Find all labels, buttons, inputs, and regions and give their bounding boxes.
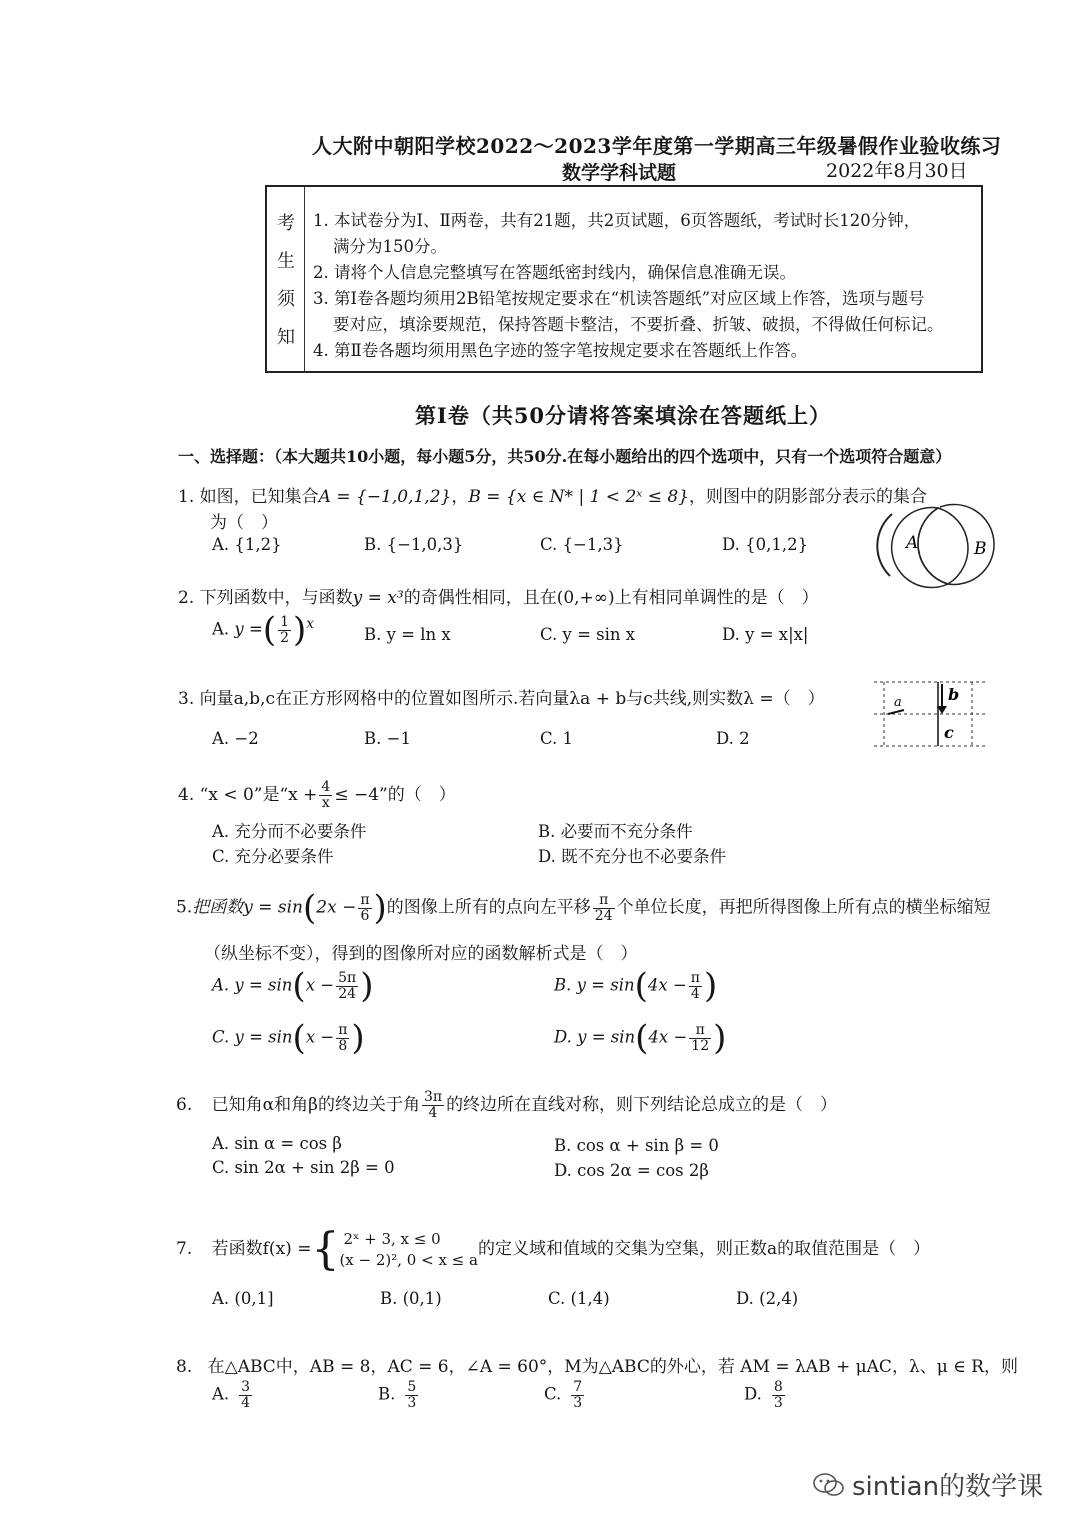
fraction-denominator: 8 bbox=[338, 1037, 348, 1054]
venn-diagram bbox=[860, 502, 1030, 594]
fraction-denominator: 3 bbox=[573, 1394, 583, 1411]
fraction-numerator: π bbox=[593, 893, 615, 909]
question-5: 5.把函数y = sin(2x − $\frac{\pi}{6}$ )的图像上所有的点向左平移 $\frac{\pi}{24}$ 个单位长度，再把所得图像上所有点的横坐标缩短 bbox=[176, 888, 991, 928]
watermark bbox=[812, 1466, 1043, 1503]
piecewise-case-1: 2ˣ + 3, x ≤ 0 bbox=[343, 1230, 441, 1249]
question-number: 7. bbox=[176, 1239, 193, 1259]
part-title: 一、选择题：（本大题共10小题，每小题5分，共50分.在每小题给出的四个选项中，只有一个选项符合题意） bbox=[178, 447, 952, 466]
fraction-numerator: 4 bbox=[321, 779, 331, 796]
fraction-denominator: x bbox=[321, 795, 330, 811]
option-d bbox=[744, 1380, 787, 1410]
option-label: D. bbox=[744, 1384, 762, 1404]
option-c: C. 1 bbox=[540, 729, 574, 748]
option-d: D. 2 bbox=[716, 729, 750, 748]
fraction-denominator: 4 bbox=[428, 1105, 438, 1121]
notice-box bbox=[265, 185, 983, 373]
option-c: C. sin 2α + sin 2β = 0 bbox=[212, 1158, 395, 1177]
question-text: 下列函数中，与函数 bbox=[199, 588, 353, 608]
question-number: 8. bbox=[176, 1357, 193, 1377]
question-text: 如图，已知集合 bbox=[199, 487, 319, 507]
exam-date: 2022年8月30日 bbox=[826, 160, 968, 182]
exam-title: 人大附中朝阳学校2022～2023学年度第一学期高三年级暑假作业验收练习 bbox=[312, 134, 1002, 158]
question-text: 为（ ） bbox=[210, 513, 278, 533]
vector-grid bbox=[868, 676, 994, 752]
fraction-denominator: 4 bbox=[690, 985, 700, 1002]
option-b bbox=[378, 1380, 420, 1410]
notice-line: 1. 本试卷分为Ⅰ、Ⅱ两卷，共有21题，共2页试题，6页答题纸，考试时长120分钟， bbox=[313, 211, 921, 230]
wechat-icon bbox=[812, 1471, 846, 1499]
option-b: B. (0,1) bbox=[380, 1289, 442, 1308]
question-text: 的奇偶性相同，且在(0,+∞)上有相同单调性的是（ ） bbox=[403, 588, 819, 608]
fraction-numerator: π bbox=[360, 891, 370, 908]
question-text: 在△ABC中，AB = 8，AC = 6，∠A = 60°，M为△ABC的外心，若 AM = λAB + μAC，λ、μ ∈ R，则 bbox=[207, 1357, 1018, 1377]
notice-side-char: 考 bbox=[277, 213, 295, 234]
notice-side-char: 知 bbox=[277, 327, 295, 348]
notice-line: 4. 第Ⅱ卷各题均须用黑色字迹的签字笔按规定要求在答题纸上作答。 bbox=[313, 341, 808, 360]
question-number: 1. bbox=[178, 487, 195, 507]
option-label: B. bbox=[378, 1384, 396, 1404]
question-7: 7. 若函数f(x) ={ 2ˣ + 3, x ≤ 0 (x − 2)², 0 < x ≤ a 的定义域和值域的交集为空集，则正数a的取值范围是（ ） bbox=[176, 1224, 931, 1275]
question-6 bbox=[176, 1090, 837, 1121]
grid-label-b: b bbox=[948, 685, 960, 704]
fraction-numerator: π bbox=[338, 1021, 348, 1038]
option-d: D. y = x|x| bbox=[722, 625, 809, 644]
option-expr: A. y = sin bbox=[212, 975, 293, 995]
option-expr: C. y = sin bbox=[212, 1027, 293, 1047]
option-c: C. {−1,3} bbox=[540, 535, 624, 554]
option-label: C. bbox=[544, 1384, 562, 1404]
option-arg: 4x − bbox=[647, 975, 687, 995]
grid-label-a: a bbox=[894, 695, 902, 710]
option-c: C. (1,4) bbox=[548, 1289, 610, 1308]
option-label: A. bbox=[212, 1384, 230, 1404]
option-a bbox=[212, 1380, 254, 1410]
fraction-numerator: π bbox=[689, 1023, 711, 1039]
option-arg: 4x − bbox=[648, 1027, 688, 1047]
question-text: （纵坐标不变），得到的图像所对应的函数解析式是（ ） bbox=[204, 944, 638, 964]
question-text: “x < 0”是“x + bbox=[199, 785, 318, 805]
option-expr: B. y = sin bbox=[554, 975, 635, 995]
option-c: C. y = sin x bbox=[540, 625, 636, 644]
option-expr: y = bbox=[234, 619, 263, 639]
question-number: 3. bbox=[178, 689, 195, 709]
fraction-denominator: 4 bbox=[241, 1394, 251, 1411]
option-a: A. sin α = cos β bbox=[212, 1134, 342, 1153]
option-c: C. 充分必要条件 bbox=[212, 847, 334, 866]
fraction-numerator: 3 bbox=[241, 1379, 251, 1395]
question-number: 6. bbox=[176, 1095, 193, 1115]
fraction-denominator: 3 bbox=[407, 1394, 417, 1411]
question-text: ， bbox=[451, 487, 469, 507]
option-b: B. −1 bbox=[364, 729, 411, 748]
option-a: A. 充分而不必要条件 bbox=[212, 822, 367, 841]
notice-line: 满分为150分。 bbox=[333, 237, 447, 256]
question-number: 5. bbox=[176, 897, 193, 918]
piecewise-case-2: (x − 2)², 0 < x ≤ a bbox=[339, 1250, 478, 1269]
option-expr: D. y = sin bbox=[554, 1027, 636, 1047]
notice-line: 3. 第Ⅰ卷各题均须用2B铅笔按规定要求在“机读答题纸”对应区域上作答，选项与题号 bbox=[313, 289, 925, 308]
grid-label-c: c bbox=[944, 723, 954, 742]
option-c: C. y = sin(x − $\frac{\pi}{8}$ ) bbox=[212, 1018, 365, 1058]
exponent: x bbox=[306, 616, 315, 632]
fraction-denominator: 2 bbox=[280, 629, 290, 646]
question-text: 的定义域和值域的交集为空集，则正数a的取值范围是（ ） bbox=[477, 1239, 931, 1259]
option-d: D. cos 2α = cos 2β bbox=[554, 1161, 709, 1180]
fraction-numerator: 3π bbox=[423, 1089, 443, 1106]
question-text: ≤ −4”的（ ） bbox=[334, 785, 456, 805]
option-b: B. y = sin(4x − $\frac{\pi}{4}$ ) bbox=[554, 966, 718, 1006]
fraction-numerator: 7 bbox=[573, 1379, 583, 1395]
question-text: 若函数f(x) = bbox=[211, 1239, 312, 1259]
fraction-numerator: π bbox=[690, 969, 700, 986]
notice-side-char: 生 bbox=[277, 251, 295, 272]
function-expr: y = x³ bbox=[352, 588, 404, 608]
fraction-numerator: 1 bbox=[280, 613, 290, 630]
option-a: A. (0,1] bbox=[212, 1289, 274, 1308]
exam-subtitle: 数学学科试题 bbox=[562, 162, 677, 184]
function-arg: 2x − bbox=[316, 897, 357, 918]
option-label: A. bbox=[212, 619, 230, 639]
fraction-denominator: 12 bbox=[691, 1037, 710, 1054]
notice-line: 2. 请将个人信息完整填写在答题纸密封线内，确保信息准确无误。 bbox=[313, 263, 796, 282]
question-text: 个单位长度，再把所得图像上所有点的横坐标缩短 bbox=[616, 897, 991, 918]
option-d: D. 既不充分也不必要条件 bbox=[538, 847, 727, 866]
question-2 bbox=[178, 583, 819, 608]
option-d: D. y = sin(4x − $\frac{\pi}{12}$ ) bbox=[554, 1018, 727, 1058]
question-text: 的图像上所有的点向左平移 bbox=[386, 897, 591, 918]
option-b: B. y = ln x bbox=[364, 625, 451, 644]
question-text: 已知角α和角β的终边关于角 bbox=[211, 1095, 420, 1115]
question-text: 的终边所在直线对称，则下列结论总成立的是（ ） bbox=[446, 1095, 838, 1115]
set-b: B = {x ∈ N* | 1 < 2ˣ ≤ 8} bbox=[468, 487, 689, 507]
option-d: D. {0,1,2} bbox=[722, 535, 809, 554]
question-8 bbox=[176, 1352, 1018, 1377]
question-1 bbox=[178, 482, 927, 507]
option-a: A. y = sin(x − $\frac{5\pi}{24}$ ) bbox=[212, 966, 374, 1006]
option-a: A. y =( $\frac{1}{2}$ )$^x$ bbox=[212, 610, 315, 650]
notice-side-label bbox=[267, 187, 305, 371]
fraction-denominator: 3 bbox=[773, 1394, 783, 1411]
fraction-numerator: 5π bbox=[338, 969, 357, 986]
question-3 bbox=[178, 684, 825, 709]
notice-line: 要对应，填涂要规范，保持答题卡整洁，不要折叠、折皱、破损，不得做任何标记。 bbox=[333, 315, 944, 334]
option-arg: x − bbox=[305, 1027, 335, 1047]
question-text: 向量a,b,c在正方形网格中的位置如图所示.若向量λa + b与c共线,则实数λ =（ ） bbox=[199, 689, 825, 709]
set-a: A = {−1,0,1,2} bbox=[318, 487, 452, 507]
watermark-text: sintian的数学课 bbox=[852, 1472, 1044, 1502]
option-a: A. −2 bbox=[212, 729, 259, 748]
option-b: B. 必要而不充分条件 bbox=[538, 822, 693, 841]
function-expr: 把函数y = sin bbox=[192, 897, 303, 918]
fraction-denominator: 24 bbox=[594, 907, 613, 924]
fraction-denominator: 6 bbox=[360, 907, 370, 924]
fraction-numerator: 8 bbox=[773, 1379, 783, 1395]
option-a: A. {1,2} bbox=[212, 535, 282, 554]
question-number: 4. bbox=[178, 785, 195, 805]
option-b: B. {−1,0,3} bbox=[364, 535, 464, 554]
option-arg: x − bbox=[305, 975, 335, 995]
venn-label-a: A bbox=[906, 533, 919, 553]
notice-side-char: 须 bbox=[277, 289, 295, 310]
venn-label-b: B bbox=[974, 539, 987, 559]
question-text: ，则图中的阴影部分表示的集合 bbox=[688, 487, 927, 507]
option-b: B. cos α + sin β = 0 bbox=[554, 1136, 719, 1155]
option-d: D. (2,4) bbox=[736, 1289, 799, 1308]
section-heading: 第Ⅰ卷（共50分请将答案填涂在答题纸上） bbox=[415, 403, 832, 428]
fraction-numerator: 5 bbox=[407, 1379, 417, 1395]
question-4 bbox=[178, 780, 456, 811]
fraction-denominator: 24 bbox=[338, 985, 357, 1002]
question-number: 2. bbox=[178, 588, 195, 608]
option-c bbox=[544, 1380, 586, 1410]
